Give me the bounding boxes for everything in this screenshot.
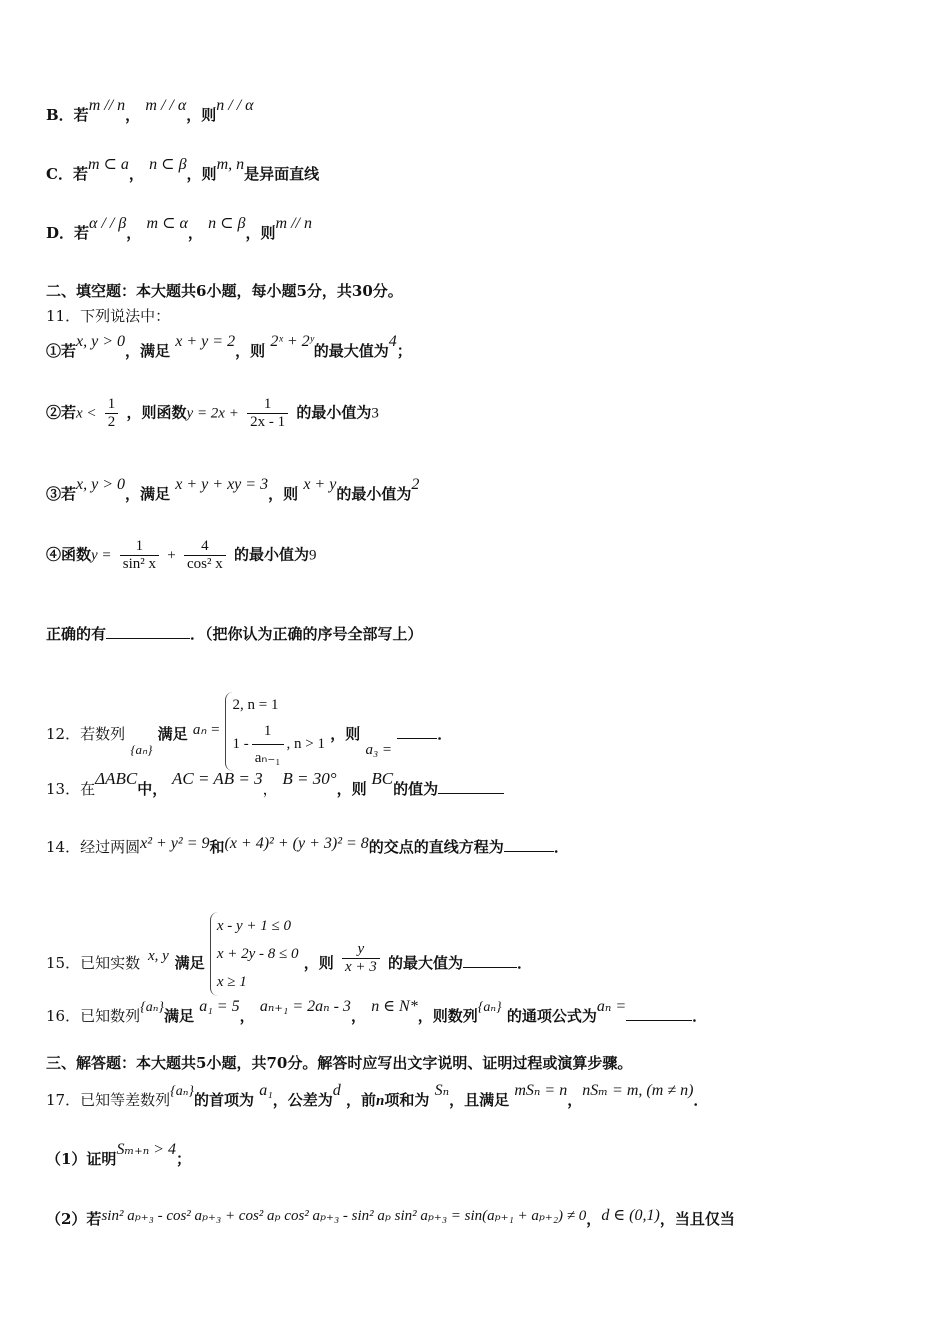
q11-statement-3: ③若x, y > 0，满足 x + y + xy = 3，则 x + y的最小值为2: [46, 476, 420, 503]
q11-answer-line: 正确的有 ．（把你认为正确的序号全部写上）: [46, 625, 423, 643]
fraction: $\frac{y}{x + 3}$: [342, 941, 380, 976]
q11-statement-2: ②若x < $\frac{1}{2}$ ，则函数y = 2x + $\frac{1}{2x - 1}$ 的最小值为3: [46, 396, 379, 430]
answer-blank[interactable]: [463, 953, 517, 968]
question-14: 14．经过两圆x² + y² = 9和(x + 4)² + (y + 3)² = 8的交点的直线方程为 ．: [46, 835, 569, 856]
answer-blank[interactable]: [504, 837, 554, 852]
question-13: 13．在ΔABC中， AC = AB = 3， B = 30°，则 BC的值为: [46, 778, 910, 799]
answer-blank[interactable]: [106, 624, 190, 639]
option-b: B．若m // n， m / / α，则n / / α: [46, 97, 254, 124]
fraction: $\frac{1}{2x - 1}$: [247, 396, 288, 431]
section-heading-fill: 二、填空题：本大题共6小题，每小题5分，共30分。: [46, 282, 403, 300]
question-11-stem: 11．下列说法中：: [46, 307, 171, 325]
fraction: $\frac{1}{2}$: [105, 396, 119, 431]
option-d: D．若α / / β， m ⊂ α， n ⊂ β，则m // n: [46, 215, 312, 242]
section-heading-solve: 三、解答题：本大题共5小题，共70分。解答时应写出文字说明、证明过程或演算步骤。: [46, 1054, 633, 1072]
question-12: 12．若数列 {aₙ} 满足 aₙ = 2, n = 1 1 - $\frac{1}{\text{aₙ₋₁}}$ , n > 1 ，则 a₃ = ．: [46, 660, 910, 739]
question-17-part-1: （1）证明Sₘ₊ₙ > 4；: [46, 1141, 191, 1168]
option-c: C．若m ⊂ a， n ⊂ β，则m, n是异面直线: [46, 156, 320, 183]
question-15: 15．已知实数 x, y 满足 x - y + 1 ≤ 0 x + 2y - 8 ≤ 0 x ≥ 1 ，则 $\frac{y}{x + 3}$ 的最大值为 ．: [46, 884, 910, 968]
constraint-system: x - y + 1 ≤ 0 x + 2y - 8 ≤ 0 x ≥ 1: [210, 912, 299, 996]
answer-blank[interactable]: [438, 779, 504, 794]
piecewise-system: 2, n = 1 1 - $\frac{1}{\text{aₙ₋₁}}$ , n > 1: [225, 692, 325, 771]
question-17-part-2: （2）若sin² aₚ₊₃ - cos² aₚ₊₃ + cos² aₚ cos² aₚ₊₃ - sin² aₚ sin² aₚ₊₃ = sin(aₚ₊₁ + aₚ₊₂) ≠ 0，d ∈ (0,1)，当且仅当: [46, 1207, 735, 1228]
fraction: $\frac{1}{\text{aₙ₋₁}}$: [252, 718, 284, 771]
q11-statement-1: ①若x, y > 0，满足 x + y = 2，则 2ˣ + 2ʸ的最大值为4；: [46, 333, 412, 360]
fraction: $\frac{1}{\text{sin² x}}$: [120, 538, 159, 573]
q11-statement-4: ④函数y = $\frac{1}{\text{sin² x}}$ + $\frac{4}{\text{cos² x}}$ 的最小值为9: [46, 538, 317, 572]
answer-blank[interactable]: [397, 724, 437, 739]
fraction: $\frac{4}{\text{cos² x}}$: [184, 538, 226, 573]
question-17-stem: 17．已知等差数列{aₙ}的首项为 a₁，公差为d ，前n项和为 Sₙ，且满足 mSₙ = n，nSₘ = m, (m ≠ n)．: [46, 1082, 709, 1109]
answer-blank[interactable]: [626, 1006, 692, 1021]
question-16: 16．已知数列{aₙ}满足 a₁ = 5， aₙ₊₁ = 2aₙ - 3， n ∈ N*，则数列{aₙ} 的通项公式为aₙ =．: [46, 998, 708, 1025]
